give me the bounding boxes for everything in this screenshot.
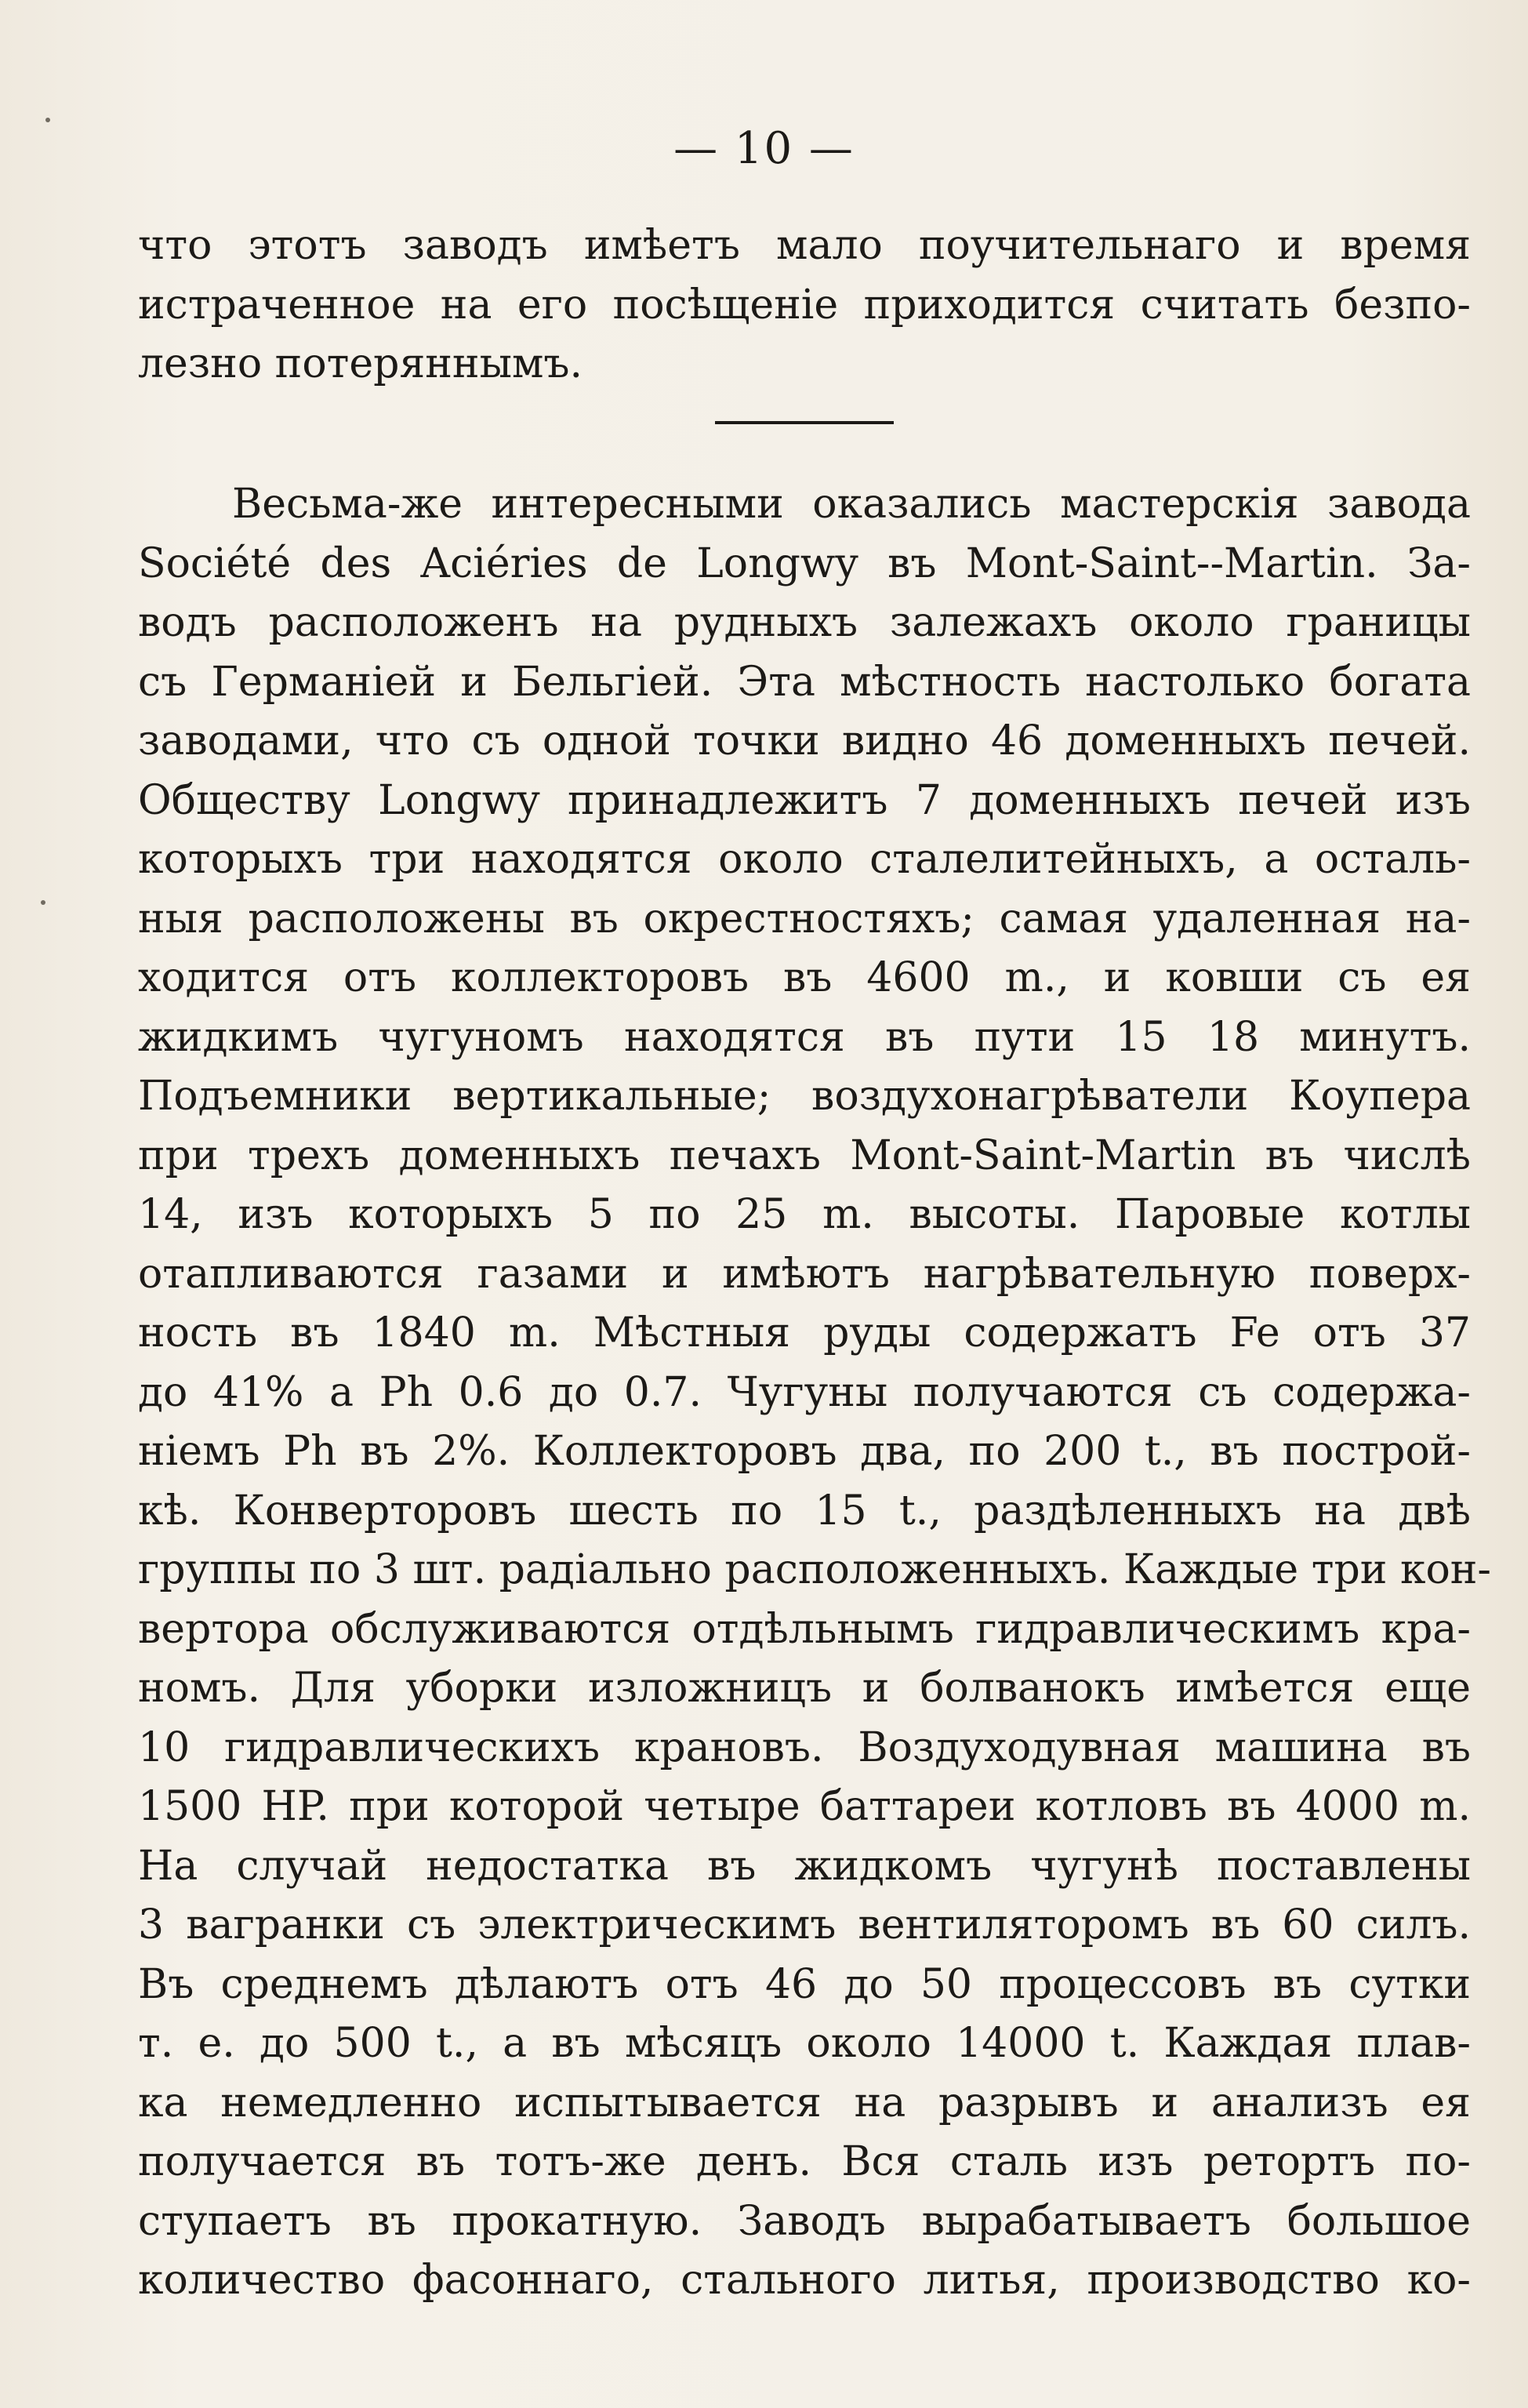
- text-line: Подъемники вертикальные; воздухонагрѣватели Коупера: [138, 1073, 1471, 1120]
- text-line: Société des Aciéries de Longwy въ Mont-Saint--Martin. За-: [138, 539, 1471, 587]
- text-line: ка немедленно испытывается на разрывъ и анализъ ея: [138, 2079, 1471, 2127]
- text-line: заводами, что съ одной точки видно 46 доменныхъ печей.: [138, 717, 1471, 765]
- text-line: что этотъ заводъ имѣетъ мало поучительнаго и время: [138, 222, 1471, 269]
- text-line: которыхъ три находятся около сталелитейныхъ, а осталь-: [138, 836, 1471, 883]
- paragraph-continued: [138, 216, 1471, 394]
- text-line: при трехъ доменныхъ печахъ Mont-Saint-Martin въ числѣ: [138, 1131, 1471, 1179]
- text-line: водъ расположенъ на рудныхъ залежахъ около границы: [138, 599, 1471, 646]
- page-number: — 10 —: [673, 123, 855, 174]
- text-line: 1500 HP. при которой четыре баттареи котловъ въ 4000 m.: [138, 1783, 1471, 1830]
- text-line: Обществу Longwy принадлежитъ 7 доменныхъ печей изъ: [138, 776, 1471, 824]
- text-line: 3 вагранки съ электрическимъ вентиляторомъ въ 60 силъ.: [138, 1901, 1471, 1949]
- text-line: номъ. Для уборки изложницъ и болванокъ имѣется еще: [138, 1665, 1471, 1712]
- text-line: ступаетъ въ прокатную. Заводъ вырабатываетъ большое: [138, 2197, 1471, 2245]
- text-line: т. е. до 500 t., а въ мѣсяцъ около 14000 t. Каждая плав-: [138, 2020, 1471, 2067]
- text-line: ность въ 1840 m. Мѣстныя руды содержатъ Fe отъ 37: [138, 1309, 1471, 1357]
- text-line: ніемъ Ph въ 2%. Коллекторовъ два, по 200 t., въ пострoй-: [138, 1428, 1471, 1475]
- text-line: до 41% а Ph 0.6 до 0.7. Чугуны получаются съ содержа-: [138, 1368, 1471, 1416]
- text-line: На случай недостатка въ жидкомъ чугунѣ поставлены: [138, 1842, 1471, 1890]
- paragraph-longwy: [138, 475, 1491, 2311]
- page-speck: [45, 118, 50, 122]
- text-line: группы по 3 шт. радіально расположенныхъ. Каждые три кон-: [138, 1546, 1491, 1593]
- text-line: кѣ. Конверторовъ шесть по 15 t., раздѣленныхъ на двѣ: [138, 1487, 1471, 1535]
- text-line: истраченное на его посѣщеніе приходится считать безпо-: [138, 281, 1471, 329]
- text-line: количество фасоннаго, стального литья, производство ко-: [138, 2257, 1471, 2304]
- text-line: съ Германіей и Бельгіей. Эта мѣстность настолько богата: [138, 658, 1471, 706]
- text-line: Въ среднемъ дѣлаютъ отъ 46 до 50 процессовъ въ сутки: [138, 1960, 1471, 2008]
- text-line: вертора обслуживаются отдѣльнымъ гидравлическимъ кра-: [138, 1605, 1471, 1653]
- text-line: 14, изъ которыхъ 5 по 25 m. высоты. Паровые котлы: [138, 1191, 1471, 1238]
- text-line: Весьма-же интересными оказались мастерскія завода: [232, 481, 1471, 528]
- section-divider: [715, 421, 894, 424]
- text-line: жидкимъ чугуномъ находятся въ пути 15 18 минутъ.: [138, 1013, 1471, 1061]
- text-line: лезно потеряннымъ.: [138, 340, 583, 387]
- text-line: получается въ тотъ-же денъ. Вся сталь изъ ретортъ по-: [138, 2138, 1471, 2185]
- text-line: 10 гидравлическихъ крановъ. Воздуходувная машина въ: [138, 1723, 1471, 1771]
- text-line: ходится отъ коллекторовъ въ 4600 m., и ковши съ ея: [138, 954, 1471, 1001]
- text-line: ныя расположены въ окрестностяхъ; самая удаленная на-: [138, 895, 1471, 942]
- text-line: отапливаются газами и имѣютъ нагрѣвательную поверх-: [138, 1250, 1471, 1298]
- page-speck: [41, 900, 45, 905]
